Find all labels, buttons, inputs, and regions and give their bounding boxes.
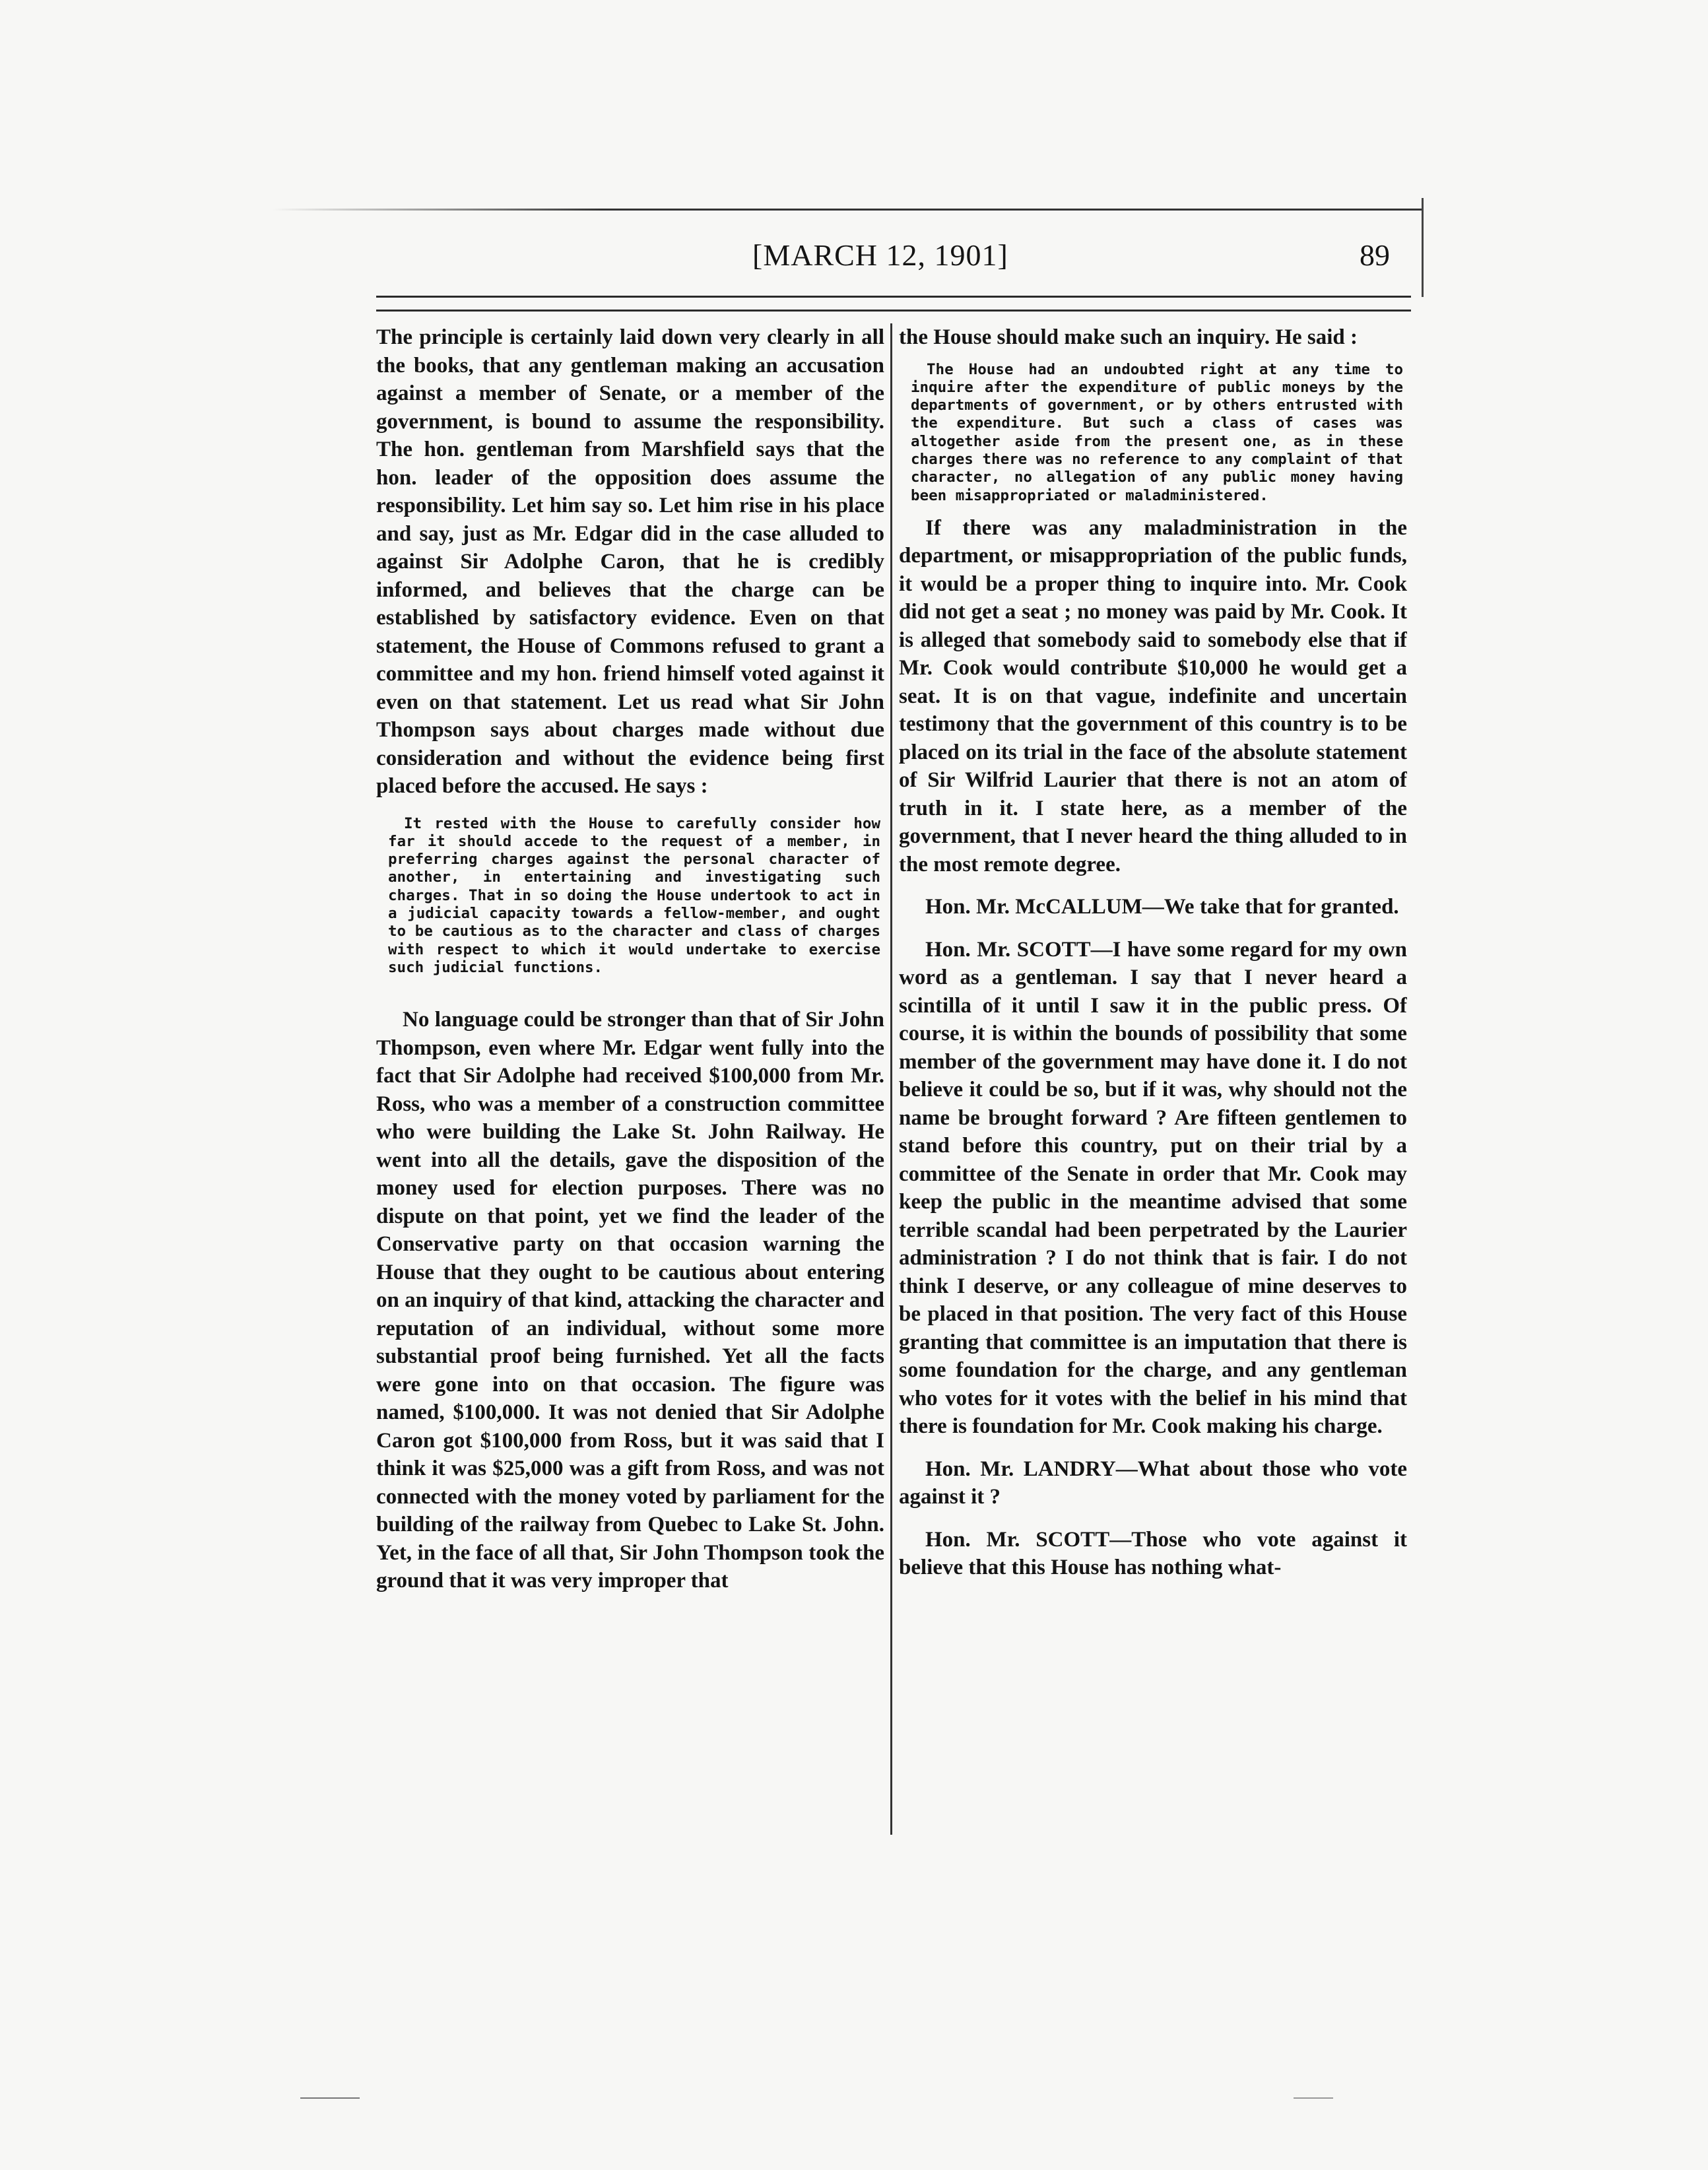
left-column — [376, 323, 884, 1835]
left-paragraph-2: No language could be stronger than that of Sir John Thompson, even where Mr. Edgar went fully into the fact that Sir Adolphe had received $100,000 from Mr. Ross, who was a member of a construction committee who were building the Lake St. John Railway. He went into all the details, gave the disposition of the money used for election purposes. There was no dispute on that point, yet we find the leader of the Conservative party on that occasion warning the House that they ought to be cautious about entering on an inquiry of that kind, attacking the character and reputation of an individual, without some more substantial proof being furnished. Yet all the facts were gone into on that occasion. The figure was named, $100,000. It was not denied that Sir Adolphe Caron got $100,000 from Ross, but it was said that I think it was $25,000 was a gift from Ross, and was not connected with the money voted by parliament for the building of the railway from Quebec to Lake St. John. Yet, in the face of all that, Sir John Thompson took the ground that it was very improper that — [376, 1008, 884, 1593]
right-paragraph-5: Hon. Mr. LANDRY—What about those who vote against it ? — [899, 1457, 1407, 1509]
left-paragraph-1: The principle is certainly laid down very clearly in all the books, that any gentleman making an accusation against a member of Senate, or a member of the government, is bound to assume the responsibility. The hon. gentleman from Marshfield says that the hon. leader of the opposition does assume the responsibility. Let him say so. Let him rise in his place and say, just as Mr. Edgar did in the case alluded to against Sir Adolphe Caron, that he is credibly informed, and believes that the charge can be established by satisfactory evidence. Even on that statement, the House of Commons refused to grant a committee and my hon. friend himself voted against it even on that statement. Let us read what Sir John Thompson says about charges made without due consideration and without the evidence being first placed before the accused. He says : — [376, 325, 884, 798]
right-quote-1: The House had an undoubted right at any time to inquire after the expenditure of public moneys by the departments of government, or by others entrusted with the expenditure. But such a class of cases was altogether aside from the present one, as in these charges there was no reference to any complaint of that character, no allegation of any public money having been misappropriated or maladministered. — [911, 360, 1403, 504]
right-paragraph-4: Hon. Mr. SCOTT—I have some regard for my own word as a gentleman. I say that I never heard a scintilla of it until I saw it in the public press. Of course, it is within the bounds of possibility that some member of the government may have done it. I do not believe it could be so, but if it was, why should not the name be brought forward ? Are fifteen gentlemen to stand before this country, put on their trial by a committee of the Senate in order that Mr. Cook may keep the public in the meantime advised that some terrible scandal had been perpetrated by the Laurier administration ? I do not think that is fair. I do not think I deserve, or any colleague of mine deserves to be placed in that position. The very fact of this House granting that committee is an imputation that there is some foundation for the charge, and any gentleman who votes for it votes with the belief in his mind that there is foundation for Mr. Cook making his charge. — [899, 937, 1407, 1439]
right-paragraph-6: Hon. Mr. SCOTT—Those who vote against it believe that this House has nothing what- — [899, 1527, 1407, 1580]
bottom-scan-mark — [300, 2097, 360, 2099]
column-divider — [890, 323, 892, 1835]
page-date: [MARCH 12, 1901] — [752, 238, 1008, 272]
left-quote-1: It rested with the House to carefully consider how far it should accede to the request of a member, in preferring charges against the personal character of another, in entertaining and investigating such charges. That in so doing the House undertook to act in a judicial capacity towards a fellow-member, and ought to be cautious as to the character and class of charges with respect to which it would undertake to exercise such judicial functions. — [388, 814, 880, 976]
page-number: 89 — [1360, 238, 1390, 272]
right-paragraph-1: the House should make such an inquiry. He said : — [899, 325, 1358, 349]
right-paragraph-2: If there was any maladministration in the department, or misappropriation of the public funds, it would be a proper thing to inquire into. Mr. Cook did not get a seat ; no money was paid by Mr. Cook. It is alleged that somebody said to somebody else that if Mr. Cook would contribute $10,000 he would get a seat. It is on that vague, indefinite and uncertain testimony that the government of this country is to be placed on its trial in the face of the absolute statement of Sir Wilfrid Laurier that there is not an atom of truth in it. I state here, as a member of the government, that I never heard the thing alluded to in the most remote degree. — [899, 515, 1407, 876]
bottom-scan-mark-right — [1294, 2097, 1333, 2099]
right-paragraph-3: Hon. Mr. McCALLUM—We take that for granted. — [925, 895, 1399, 919]
page-edge-line — [1422, 198, 1424, 297]
top-rule-fade — [272, 209, 602, 211]
right-column — [899, 323, 1407, 1835]
header-double-rule — [376, 296, 1411, 312]
